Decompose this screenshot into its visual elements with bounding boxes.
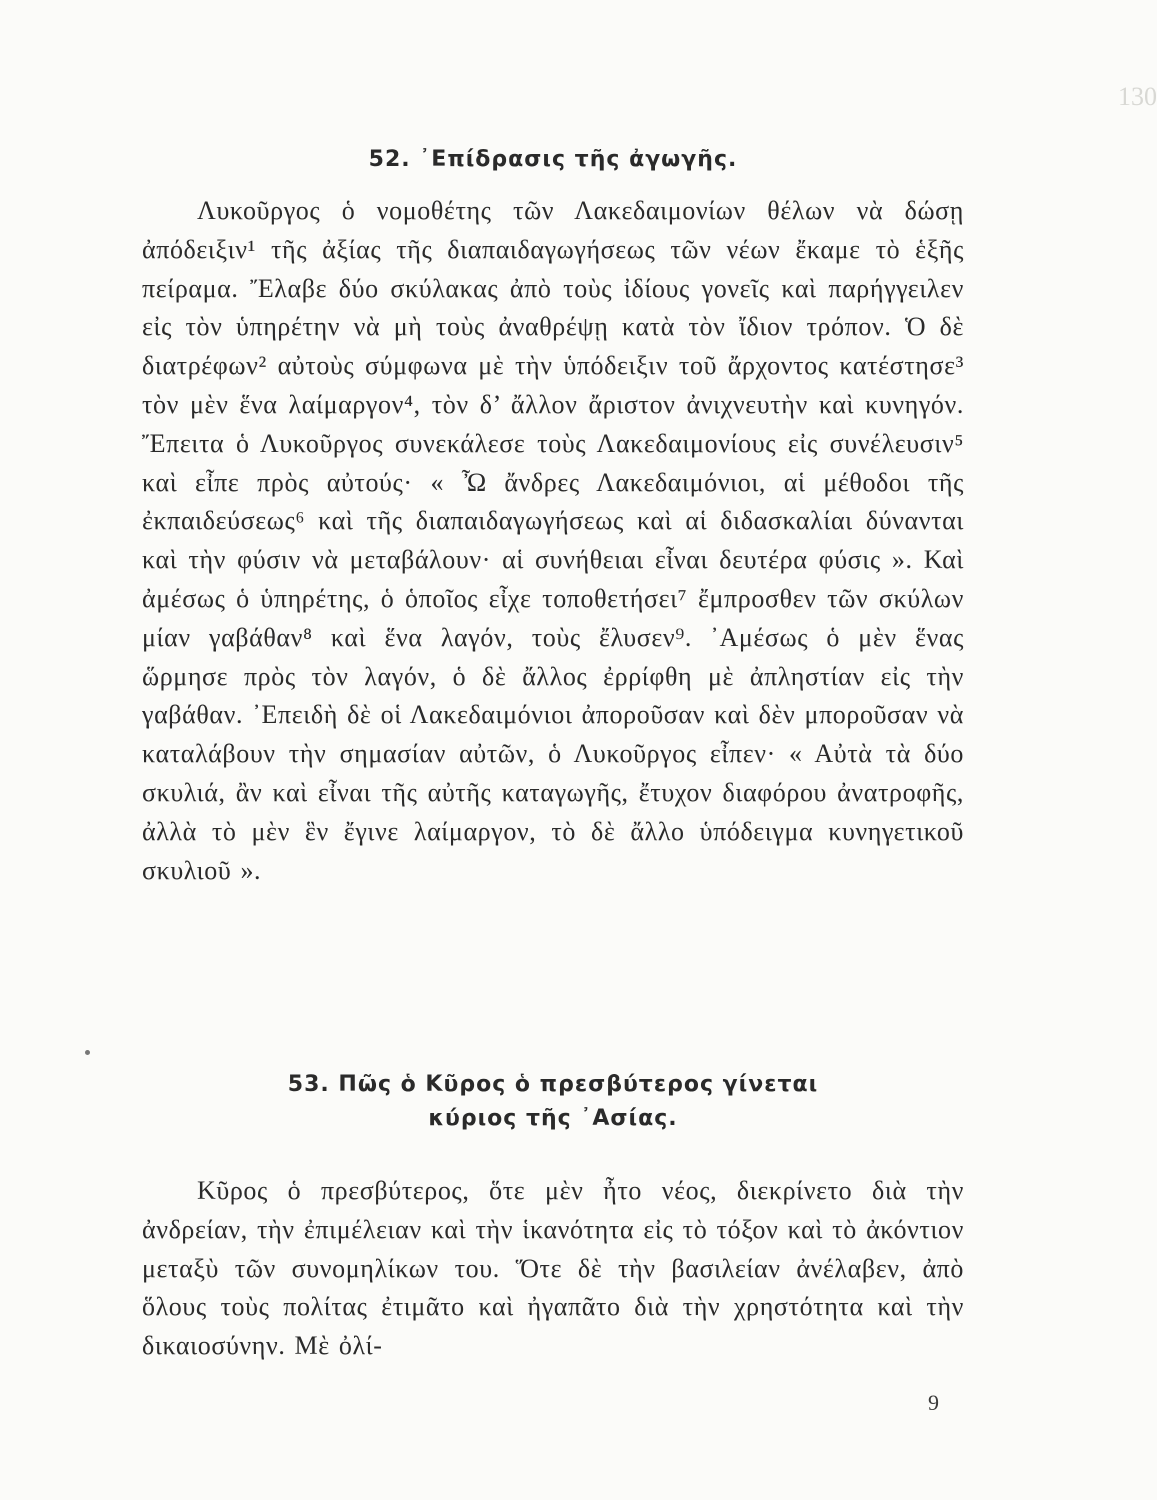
section-53-title (142, 1068, 964, 1136)
section-52-paragraph: Λυκοῦργος ὁ νομοθέτης τῶν Λακεδαιμονίων θέλων νὰ δώσῃ ἀπόδειξιν¹ τῆς ἀξίας τῆς διαπαιδαγωγήσεως τῶν νέων ἔκαμε τὸ ἑξῆς πείραμα. Ἔλαβε δύο σκύλακας ἀπὸ τοὺς ἰδίους γονεῖς καὶ παρήγγειλεν εἰς τὸν ὑπηρέτην νὰ μὴ τοὺς ἀναθρέψῃ κατὰ τὸν ἴδιον τρόπον. Ὁ δὲ διατρέφων² αὐτοὺς σύμφωνα μὲ τὴν ὑπόδειξιν τοῦ ἄρχοντος κατέστησε³ τὸν μὲν ἕνα λαίμαργον⁴, τὸν δ’ ἄλλον ἄριστον ἀνιχνευτὴν καὶ κυνηγόν. Ἔπειτα ὁ Λυκοῦργος συνεκάλεσε τοὺς Λακεδαιμονίους εἰς συνέλευσιν⁵ καὶ εἶπε πρὸς αὐτούς· « Ὦ ἄνδρες Λακεδαιμόνιοι, αἱ μέθοδοι τῆς ἐκπαιδεύσεως⁶ καὶ τῆς διαπαιδαγωγήσεως καὶ αἱ διδασκαλίαι δύνανται καὶ τὴν φύσιν νὰ μεταβάλουν· αἱ συνήθειαι εἶναι δευτέρα φύσις ». Καὶ ἀμέσως ὁ ὑπηρέτης, ὁ ὁποῖος εἶχε τοποθετήσει⁷ ἔμπροσθεν τῶν σκύλων μίαν γαβάθαν⁸ καὶ ἕνα λαγόν, τοὺς ἔλυσεν⁹. ᾿Αμέσως ὁ μὲν ἕνας ὥρμησε πρὸς τὸν λαγόν, ὁ δὲ ἄλλος ἐρρίφθη μὲ ἀπληστίαν εἰς τὴν γαβάθαν. ᾿Επειδὴ δὲ οἱ Λακεδαιμόνιοι ἀποροῦσαν καὶ δὲν μποροῦσαν νὰ καταλάβουν τὴν σημασίαν αὐτῶν, ὁ Λυκοῦργος εἶπεν· « Αὐτὰ τὰ δύο σκυλιά, ἂν καὶ εἶναι τῆς αὐτῆς καταγωγῆς, ἔτυχον διαφόρου ἀνατροφῆς, ἀλλὰ τὸ μὲν ἓν ἔγινε λαίμαργον, τὸ δὲ ἄλλο ὑπόδειγμα κυνηγετικοῦ σκυλιοῦ ». (142, 196, 964, 885)
page-number: 9 (928, 1390, 939, 1415)
book-page (142, 0, 964, 1500)
section-53-paragraph: Κῦρος ὁ πρεσβύτερος, ὅτε μὲν ἦτο νέος, διεκρίνετο διὰ τὴν ἀνδρείαν, τὴν ἐπιμέλειαν καὶ τὴν ἱκανότητα εἰς τὸ τόξον καὶ τὸ ἀκόντιον μεταξὺ τῶν συνομηλίκων του. Ὅτε δὲ τὴν βασιλείαν ἀνέλαβεν, ἀπὸ ὅλους τοὺς πολίτας ἐτιμᾶτο καὶ ἠγαπᾶτο διὰ τὴν χρηστότητα καὶ τὴν δικαιοσύνην. Μὲ ὀλί- (142, 1176, 964, 1361)
section-52-title: 52. ᾿Επίδρασις τῆς ἀγωγῆς. (368, 147, 738, 172)
section-53-title-line1: 53. Πῶς ὁ Κῦρος ὁ πρεσβύτερος γίνεται (287, 1072, 819, 1097)
facing-page-number: 130 (1118, 82, 1157, 111)
section-53-title-line2: κύριος τῆς ᾿Ασίας. (428, 1106, 678, 1131)
ink-speck (85, 1050, 90, 1055)
